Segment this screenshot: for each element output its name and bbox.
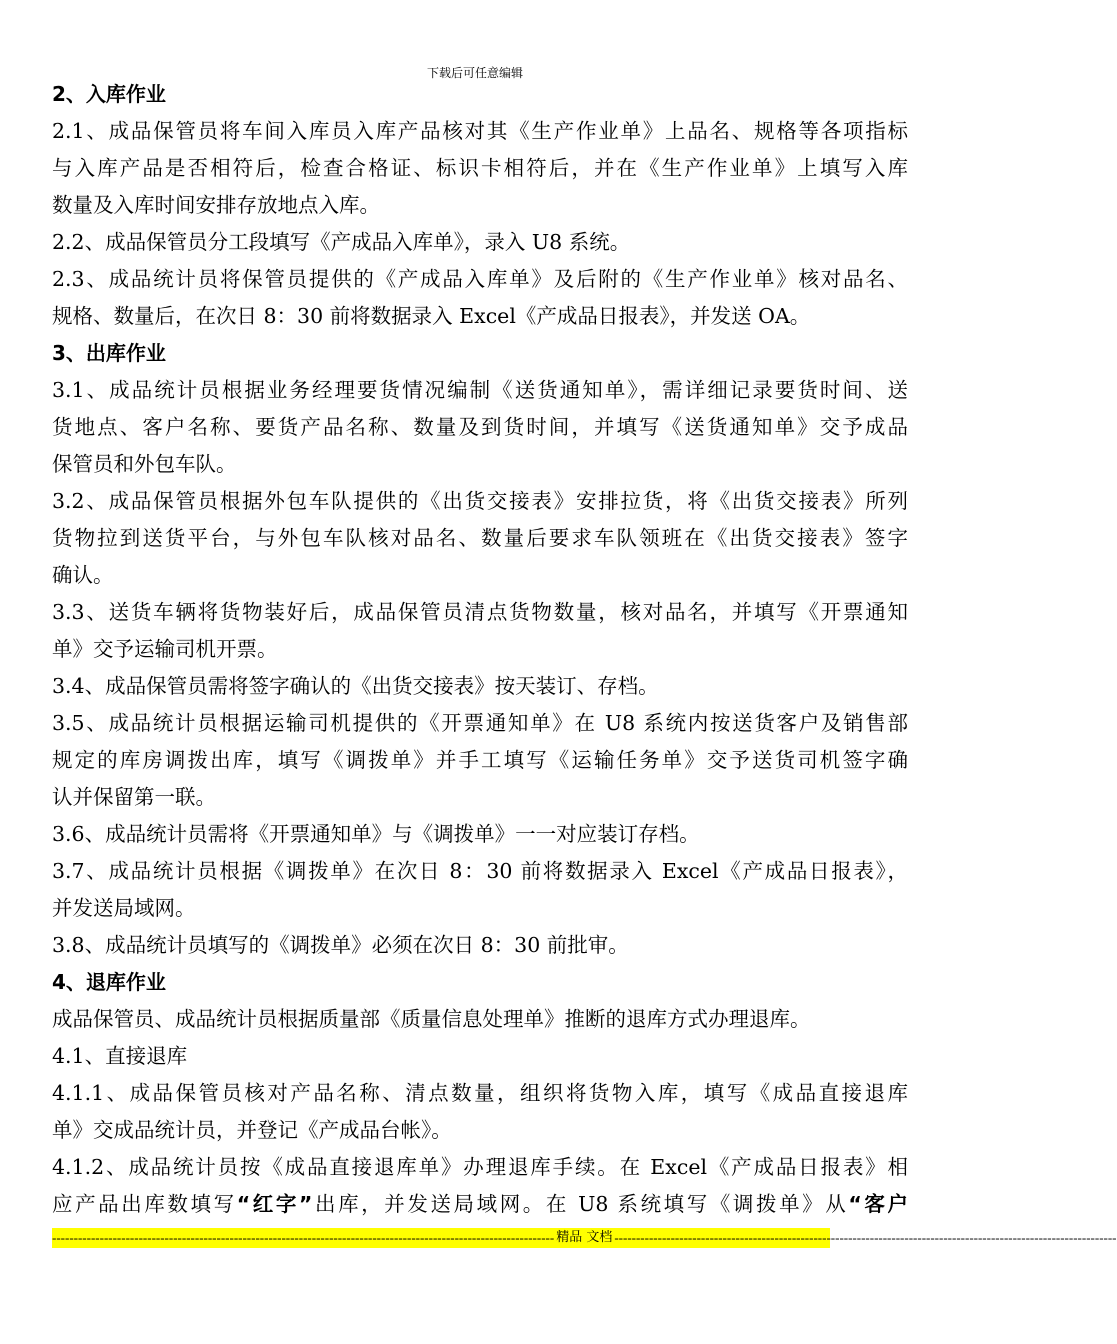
bold-text: “红字” — [236, 1192, 313, 1216]
bold-text: “客户 — [848, 1192, 909, 1216]
footer-label: 精品 文档 — [556, 1230, 613, 1245]
paragraph-line: 认并保留第一联。 — [52, 785, 216, 809]
paragraph-line: 数量及入库时间安排存放地点入库。 — [52, 193, 380, 217]
paragraph-line: 3.6、成品统计员需将《开票通知单》与《调拨单》一一对应装订存档。 — [52, 822, 700, 846]
paragraph-line: 规格、数量后，在次日 8：30 前将数据录入 Excel《产成品日报表》，并发送 OA。 — [52, 304, 811, 328]
paragraph-line: 3.1、成品统计员根据业务经理要货情况编制《送货通知单》，需详细记录要货时间、送 — [52, 378, 908, 402]
footer-banner — [52, 1228, 1117, 1248]
paragraph-line: 确认。 — [52, 563, 114, 587]
paragraph-line: 4.1.2、成品统计员按《成品直接退库单》办理退库手续。在 Excel《产成品日报表》相 — [52, 1155, 908, 1179]
paragraph-line: 货物拉到送货平台，与外包车队核对品名、数量后要求车队领班在《出货交接表》签字 — [52, 526, 908, 550]
document-body — [52, 76, 908, 1223]
paragraph-line: 3.3、送货车辆将货物装好后，成品保管员清点货物数量，核对品名，并填写《开票通知 — [52, 600, 908, 624]
paragraph-line: 保管员和外包车队。 — [52, 452, 237, 476]
header-note: 下载后可任意编辑 — [426, 66, 523, 80]
paragraph-line: 3.8、成品统计员填写的《调拨单》必须在次日 8：30 前批审。 — [52, 933, 629, 957]
footer-dashes-right: -------------------------------------------------------------------------------------------------------------------- — [614, 1230, 1117, 1245]
paragraph-line: 与入库产品是否相符后，检查合格证、标识卡相符后，并在《生产作业单》上填写入库 — [52, 156, 908, 180]
paragraph-line: 3.7、成品统计员根据《调拨单》在次日 8：30 前将数据录入 Excel《产成品日报表》， — [52, 859, 908, 883]
paragraph-line: 4.1、直接退库 — [52, 1044, 188, 1068]
paragraph-line: 4.1.1、成品保管员核对产品名称、清点数量，组织将货物入库，填写《成品直接退库 — [52, 1081, 908, 1105]
paragraph-line: 规定的库房调拨出库，填写《调拨单》并手工填写《运输任务单》交予送货司机签字确 — [52, 748, 908, 772]
paragraph-line: 单》交成品统计员，并登记《产成品台帐》。 — [52, 1118, 452, 1142]
paragraph-line: 3.2、成品保管员根据外包车队提供的《出货交接表》安排拉货，将《出货交接表》所列 — [52, 489, 908, 513]
paragraph-line: 3.4、成品保管员需将签字确认的《出货交接表》按天装订、存档。 — [52, 674, 659, 698]
paragraph-line: 成品保管员、成品统计员根据质量部《质量信息处理单》推断的退库方式办理退库。 — [52, 1007, 811, 1031]
paragraph-line: 并发送局域网。 — [52, 896, 196, 920]
section-heading: 4、退库作业 — [52, 970, 166, 994]
text-segment: 出库，并发送局域网。在 U8 系统填写《调拨单》从 — [312, 1192, 849, 1216]
paragraph-line: 单》交予运输司机开票。 — [52, 637, 278, 661]
paragraph-line: 3.5、成品统计员根据运输司机提供的《开票通知单》在 U8 系统内按送货客户及销售部 — [52, 711, 908, 735]
paragraph-line: 2.3、成品统计员将保管员提供的《产成品入库单》及后附的《生产作业单》核对品名、 — [52, 267, 908, 291]
footer-dashes-left: -------------------------------------------------------------------------------------------------------------------- — [52, 1230, 555, 1245]
section-heading: 2、入库作业 — [52, 82, 166, 106]
paragraph-line: 货地点、客户名称、要货产品名称、数量及到货时间，并填写《送货通知单》交予成品 — [52, 415, 908, 439]
text-segment: 应产品出库数填写 — [52, 1192, 237, 1216]
section-heading: 3、出库作业 — [52, 341, 166, 365]
paragraph-line: 2.1、成品保管员将车间入库员入库产品核对其《生产作业单》上品名、规格等各项指标 — [52, 119, 908, 143]
paragraph-line — [52, 1186, 908, 1223]
paragraph-line: 2.2、成品保管员分工段填写《产成品入库单》，录入 U8 系统。 — [52, 230, 631, 254]
